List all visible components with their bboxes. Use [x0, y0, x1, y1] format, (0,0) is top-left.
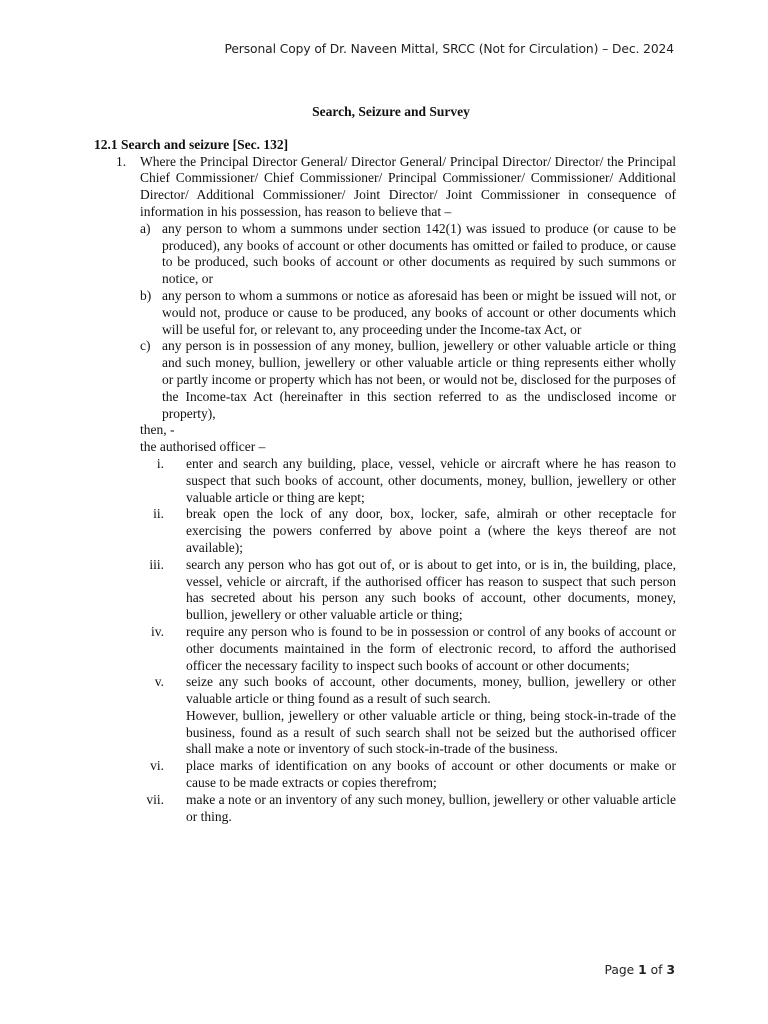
power-item-i — [94, 456, 676, 506]
page-header: Personal Copy of Dr. Naveen Mittal, SRCC (Not for Circulation) – Dec. 2024 — [224, 42, 674, 56]
numbered-point — [94, 154, 676, 221]
power-marker: iii. — [149, 556, 164, 572]
section-heading: 12.1 Search and seizure [Sec. 132] — [94, 136, 289, 152]
point-text: Where the Principal Director General/ Director General/ Principal Director/ Director/ the Principal Chief Commissioner/ Chief Commissioner/ Principal Commissioner/ Commissioner/ Additional Director/ Additional Commissioner/ Joint Director/ Joint Commissioner in consequence of information in his possession, has reason to believe that – — [140, 153, 676, 219]
condition-item-b — [94, 288, 676, 338]
power-text: search any person who has got out of, or is about to get into, or is in, the building, place, vessel, vehicle or aircraft, if the authorised officer has reason to suspect that such person has secreted about his person any such books of account, other documents, money, bullion, jewellery or other valuable article or thing; — [186, 556, 676, 623]
condition-text: any person to whom a summons under section 142(1) was issued to produce (or cause to be produced), any books of account or other documents has omitted or failed to produce, or cause to be produced, such books of account or other documents as required by such summons or notice, or — [162, 220, 676, 287]
power-item-vi — [94, 758, 676, 792]
page-footer — [604, 963, 675, 977]
condition-text: any person is in possession of any money, bullion, jewellery or other valuable article or thing and such money, bullion, jewellery or other valuable article or thing represents either wholly or partly income or property which has not been, or would not be, disclosed for the purposes of the Income-tax Act (hereinafter in this section referred to as the undisclosed income or property), — [162, 338, 677, 421]
condition-item-c — [94, 338, 676, 422]
power-item-vii — [94, 792, 676, 826]
condition-marker: b) — [140, 287, 152, 303]
seize-proviso: However, bullion, jewellery or other valuable article or thing, being stock-in-trade of the business, found as a result of such search shall not be seized but the authorised officer shall make a note or inventory of such stock-in-trade of the business. — [186, 707, 676, 757]
point-number: 1. — [116, 153, 127, 169]
condition-marker: c) — [140, 338, 151, 354]
condition-item-a — [94, 221, 676, 288]
page-label: Page — [604, 963, 635, 977]
document-title: Search, Seizure and Survey — [312, 104, 470, 119]
power-item-v — [94, 674, 676, 708]
power-marker: v. — [154, 674, 164, 690]
power-marker: vi. — [150, 758, 164, 774]
current-page-number: 1 — [638, 963, 647, 977]
total-pages-number: 3 — [666, 963, 675, 977]
power-marker: iv. — [151, 623, 164, 639]
of-label: of — [650, 963, 663, 977]
power-marker: vii. — [146, 791, 164, 807]
power-text: require any person who is found to be in possession or control of any books of account or other documents maintained in the form of electronic record, to afford the authorised officer the necessary facility to inspect such books of account or other documents; — [186, 623, 676, 673]
condition-marker: a) — [140, 220, 151, 236]
authorised-officer-text: the authorised officer – — [140, 439, 266, 455]
power-marker: ii. — [153, 506, 164, 522]
power-text: break open the lock of any door, box, locker, safe, almirah or other receptacle for exercising the powers conferred by above point a (where the keys thereof are not available); — [186, 506, 676, 555]
condition-text: any person to whom a summons or notice as aforesaid has been or might be issued will not, or would not, produce or cause to be produced, any books of account or other documents which will be useful for, or relevant to, any proceeding under the Income-tax Act, or — [162, 287, 676, 337]
power-text: make a note or an inventory of any such money, bullion, jewellery or other valuable article or thing. — [186, 791, 676, 824]
power-text: enter and search any building, place, vessel, vehicle or aircraft where he has reason to suspect that such books of account, other documents, money, bullion, jewellery or other valuable article or thing are kept; — [186, 455, 676, 505]
power-item-iii — [94, 557, 676, 624]
document-body — [94, 104, 676, 825]
power-text: seize any such books of account, other documents, money, bullion, jewellery or other valuable article or thing found as a result of such search. — [186, 674, 676, 707]
power-marker: i. — [156, 455, 164, 471]
power-item-ii — [94, 506, 676, 556]
power-item-iv — [94, 624, 676, 674]
power-text: place marks of identification on any books of account or other documents or make or cause to be made extracts or copies therefrom; — [186, 758, 676, 791]
then-text: then, - — [140, 422, 175, 438]
